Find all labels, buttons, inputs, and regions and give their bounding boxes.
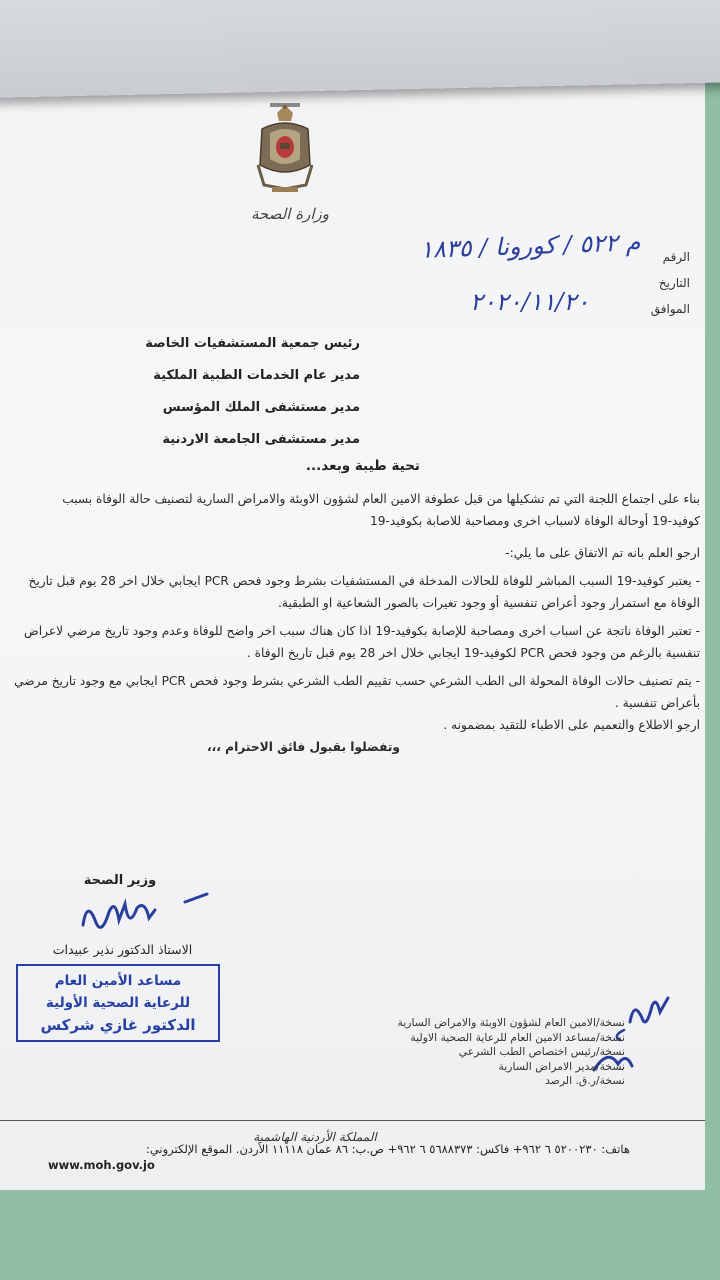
footer-website	[48, 1158, 638, 1172]
letter-body	[14, 488, 700, 758]
greeting: تحية طيبة وبعد...	[305, 458, 420, 474]
stamp-line: للرعاية الصحية الأولية	[45, 995, 191, 1011]
recipients-list	[40, 328, 360, 456]
signatory-name: الاستاذ الدكتور نذير عبيدات	[52, 942, 193, 957]
closing-salutation: وتفضلوا بقبول فائق الاحترام ،،،	[207, 740, 400, 754]
copy-line: نسخة/مساعد الامين العام للرعاية الصحية الاولية	[410, 1030, 625, 1044]
corresponding-label: الموافق	[650, 302, 690, 316]
list-item: - يتم تصنيف حالات الوفاة المحولة الى الطب الشرعي حسب تقييم الطب الشرعي بشرط وجود فحص PCR ايجابي مع وجود تاريخ مرضي بأعراض تنفسية .	[14, 674, 700, 710]
number-label: الرقم	[662, 250, 690, 264]
recipient: مدير مستشفى الملك المؤسس	[162, 400, 360, 415]
stamp-line: الدكتور غازي شركس	[40, 1016, 196, 1034]
copy-line: نسخة/الامين العام لشؤون الاوبئة والامراض السارية	[397, 1016, 625, 1029]
date-label: التاريخ	[658, 276, 690, 290]
handwritten-signature	[75, 890, 215, 945]
footer-contact	[70, 1142, 630, 1156]
reference-number: م ٥٢٢ / كورونا / ١٨٣٥	[419, 228, 641, 264]
official-stamp	[16, 964, 220, 1042]
request-paragraph: ارجو الاطلاع والتعميم على الاطباء للتقيد بمضمونه .	[443, 718, 700, 732]
recipient: رئيس جمعية المستشفيات الخاصة	[145, 336, 360, 351]
ministry-name: وزارة الصحة	[251, 205, 329, 223]
copy-line: نسخة/مدير الامراض السارية	[498, 1059, 625, 1073]
date-value: ٢٠٢٠/١١/٢٠	[470, 288, 590, 316]
intro-paragraph: بناء على اجتماع اللجنة التي تم تشكيلها من قبل عطوفة الامين العام لشؤون الاوبئة والامراض السارية لتصنيف حالة الوفاة بسبب كوفيد-19 أوحالة الوفاة لاسباب اخرى ومصاحبة للاصابة بكوفيد-19	[62, 492, 700, 528]
list-item: - تعتبر الوفاة ناتجة عن اسباب اخرى ومصاحبة للإصابة بكوفيد-19 اذا كان هناك سبب اخر واضح للوفاة وعدم وجود تاريخ مرضي لاعراض تنفسية بالرغم من وجود فحص PCR لكوفيد-19 ايجابي خلال اخر 28 يوم قبل تاريخ الوفاة .	[24, 624, 700, 660]
copy-line: نسخة/رئيس اختصاص الطب الشرعي	[458, 1045, 625, 1058]
list-item: - يعتبر كوفيد-19 السبب المباشر للوفاة للحالات المدخلة في المستشفيات بشرط وجود فحص PCR ايجابي خلال اخر 28 يوم قبل تاريخ الوفاة مع استمرار وجود أعراض تنفسية أو وجود تغيرات بالصور الشعاعية او الطبقية.	[28, 574, 700, 610]
copies-list	[325, 1016, 625, 1089]
footer-country: المملكة الأردنية الهاشمية	[253, 1130, 377, 1144]
recipient: مدير عام الخدمات الطبية الملكية	[153, 368, 360, 383]
stamp-line: مساعد الأمين العام	[54, 973, 182, 989]
copy-line: نسخة/ر.ق. الرصد	[544, 1074, 625, 1087]
recipient: مدير مستشفى الجامعة الاردنية	[162, 432, 360, 447]
website-link[interactable]: www.moh.gov.jo	[48, 1158, 155, 1172]
footer-divider	[0, 1120, 705, 1121]
lead-paragraph: ارجو العلم بانه تم الاتفاق على ما يلي:-	[505, 546, 700, 560]
signatory-title: وزير الصحة	[83, 873, 157, 888]
contact-details: هاتف: ٥٢٠٠٢٣٠ ٦ ٩٦٢+ فاكس: ٥٦٨٨٣٧٣ ٦ ٩٦٢+ ص.ب: ٨٦ عمان ١١١١٨ الأردن. الموقع الإلكتروني:	[145, 1142, 630, 1156]
